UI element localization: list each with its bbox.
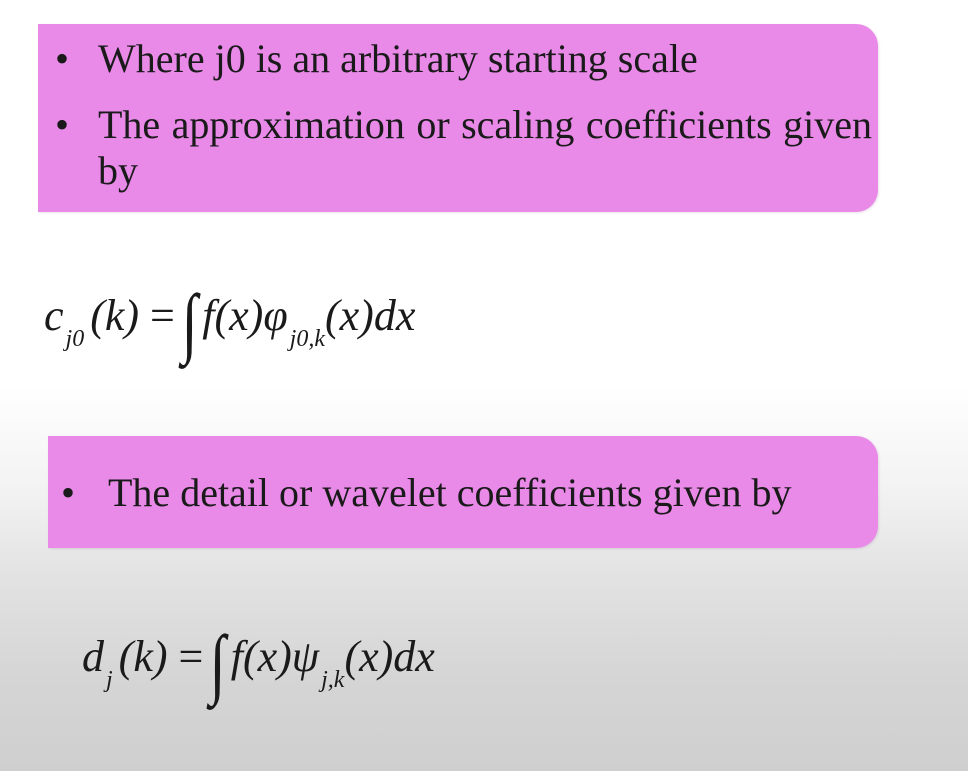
formula-integrand-f: f(x) (202, 291, 264, 340)
bullet-item-scaling-coefficients (52, 102, 872, 194)
formula-lhs-symbol: d (82, 632, 104, 681)
bullet-icon: • (60, 470, 75, 515)
bullet-icon: • (54, 36, 69, 81)
bullet-text: The detail or wavelet coefficients given by (108, 470, 792, 515)
formula-basis-subscript: j0,k (289, 326, 325, 352)
wavelet-coefficient-formula (82, 619, 435, 710)
bullet-box-top (38, 24, 878, 212)
scaling-coefficient-formula (44, 278, 416, 369)
formula-basis-argument: (x) (324, 291, 374, 340)
formula-basis-symbol: ψ (291, 632, 320, 681)
integral-sign: ∫ (210, 619, 227, 706)
integral-sign: ∫ (181, 278, 198, 365)
formula-lhs-argument: (k) (90, 291, 140, 340)
bullet-item-starting-scale (52, 36, 852, 82)
bullet-box-bottom (48, 436, 878, 548)
bullet-icon: • (54, 102, 69, 147)
formula-basis-argument: (x) (344, 632, 394, 681)
formula-differential: dx (373, 291, 416, 340)
bullet-text: Where j0 is an arbitrary starting scale (98, 36, 698, 81)
formula-lhs-argument: (k) (118, 632, 168, 681)
formula-differential: dx (393, 632, 435, 681)
formula-equals: = (150, 291, 175, 340)
formula-basis-subscript: j,k (321, 667, 345, 693)
formula-basis-symbol: φ (263, 291, 288, 340)
formula-lhs-symbol: c (44, 291, 64, 340)
formula-equals: = (178, 632, 204, 681)
formula-integrand-f: f(x) (230, 632, 292, 681)
formula-lhs-subscript: j0 (65, 326, 85, 352)
bullet-text: The approximation or scaling coefficients given by (98, 102, 872, 193)
formula-lhs-subscript: j (106, 667, 113, 693)
bullet-item-wavelet-coefficients (58, 470, 858, 516)
